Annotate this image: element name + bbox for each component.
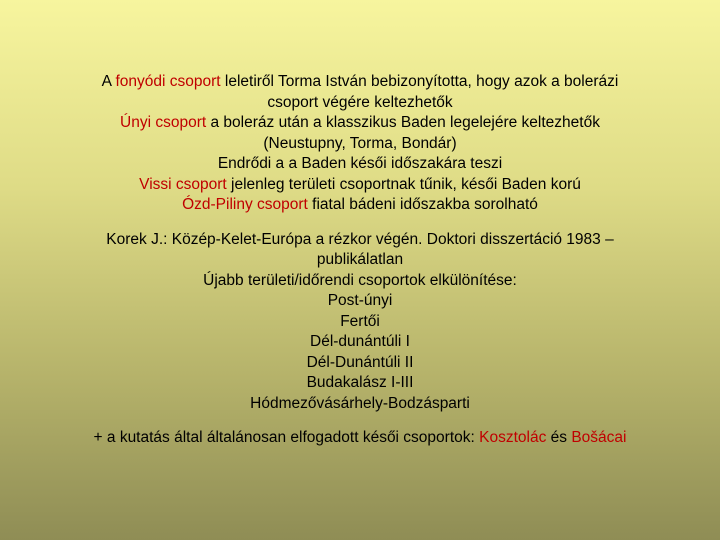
text-line: Korek J.: Közép-Kelet-Európa a rézkor végén. Doktori disszertáció 1983 – [106,230,614,248]
paragraph-fonyodi [30,72,690,216]
spacer [30,216,690,230]
text-line [30,72,690,93]
highlight-ozd-piliny: Ózd-Piliny csoport [182,196,308,213]
text: leletiről Torma István bebizonyította, hogy azok a bolerázi [220,73,619,90]
text: A [101,73,116,90]
text: + a kutatás által általánosan elfogadott késői csoportok: [93,429,480,446]
paragraph-late-groups [30,428,690,449]
highlight-vissi: Vissi csoport [139,175,227,193]
list-item: Dél-Dunántúli II [306,353,414,371]
highlight-kosztolac: Kosztolác [479,429,547,446]
text-line [30,195,690,216]
text-line: Újabb területi/időrendi csoportok elkülönítése: [203,271,517,289]
paragraph-korek [30,230,690,415]
slide-body [30,72,690,449]
text-line [30,175,690,196]
text: a boleráz után a klasszikus Baden legelejére keltezhetők [206,114,600,131]
highlight-unyi: Únyi csoport [120,114,207,131]
text-line: (Neustupny, Torma, Bondár) [263,134,457,152]
text-line [30,113,690,134]
list-item: Budakalász I-III [306,374,414,391]
text: jelenleg területi csoportnak tűnik, késői Baden korú [226,175,581,193]
list-item: Post-únyi [327,292,393,309]
text-line: publikálatlan [316,251,404,268]
text: fiatal bádeni időszakba sorolható [307,196,538,213]
list-item: Hódmezővásárhely-Bodzásparti [250,394,470,412]
list-item: Dél-dunántúli I [310,333,410,350]
text: és [546,429,572,446]
text-line: Endrődi a a Baden késői időszakára teszi [217,155,503,172]
spacer [30,414,690,428]
list-item: Fertői [340,312,380,330]
text-line: csoport végére keltezhetők [267,93,453,111]
text-line [30,428,690,449]
highlight-bosacai: Bošácai [571,429,627,446]
highlight-fonyodi: fonyódi csoport [115,73,221,90]
